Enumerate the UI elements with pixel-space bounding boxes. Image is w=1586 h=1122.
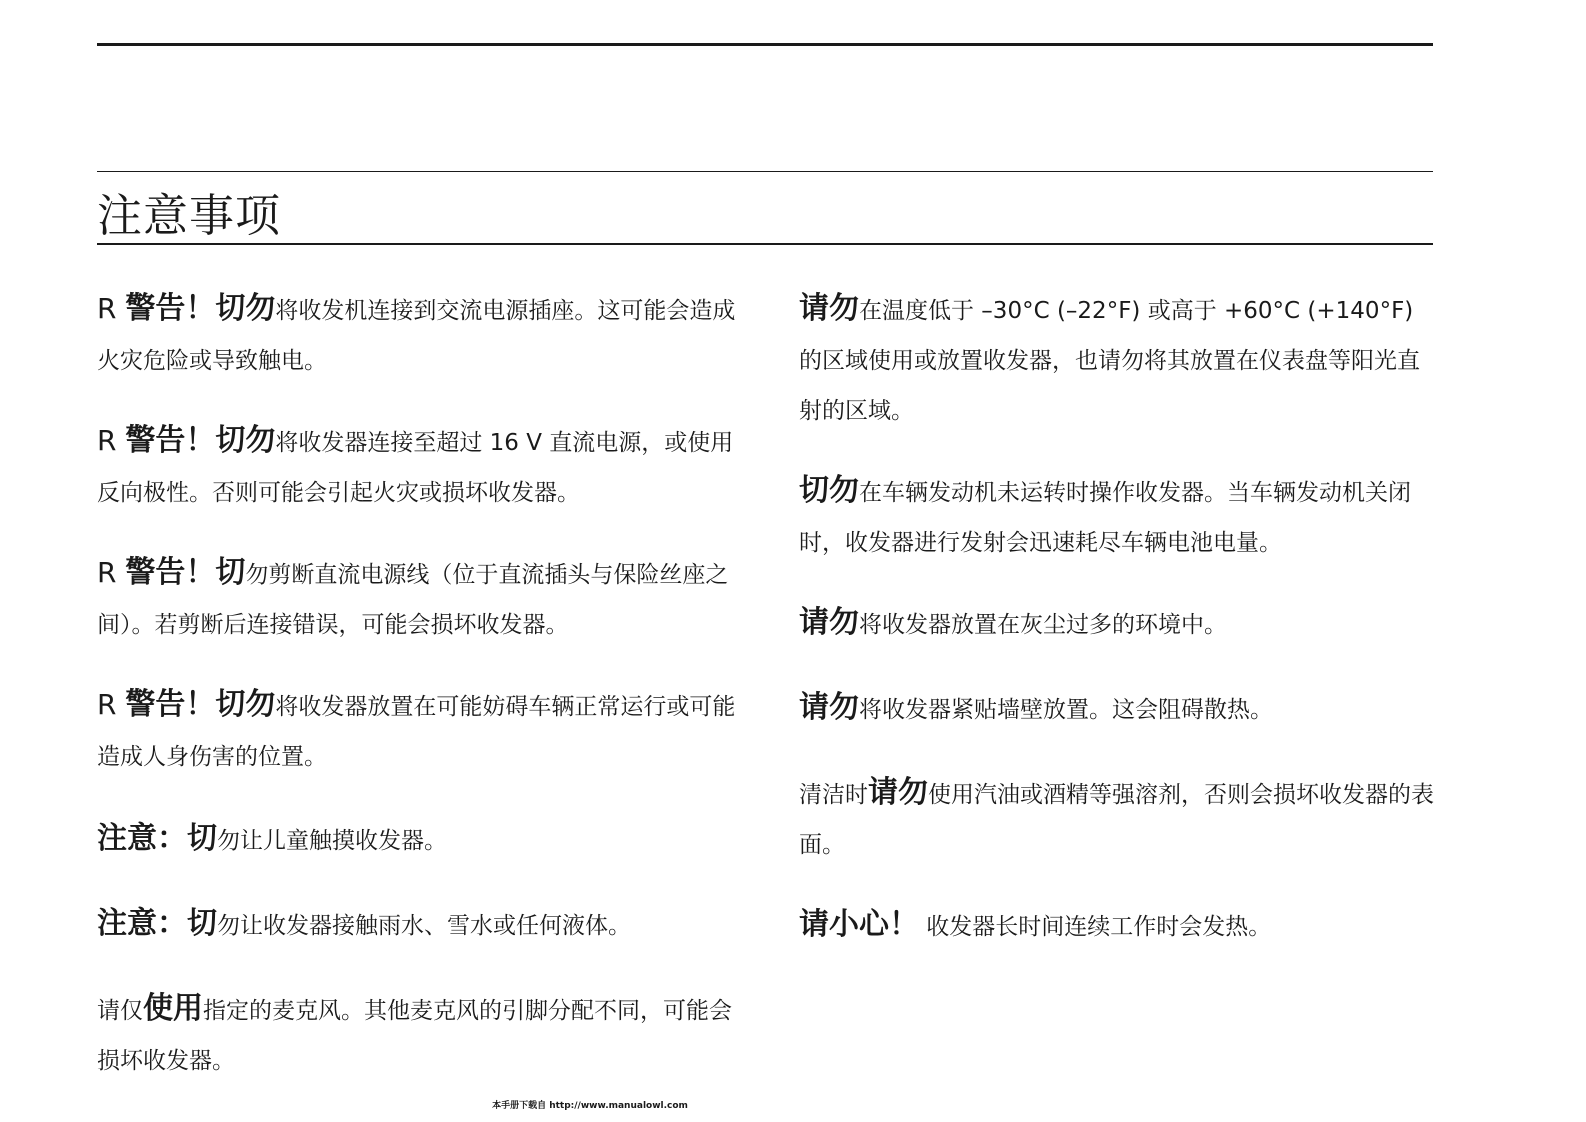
emphasis-label: 请勿 [799,291,859,326]
precaution-item: 切勿在车辆发动机未运转时操作收发器。当车辆发动机关闭时，收发器进行发射会迅速耗尽车辆电池电量。 [799,473,1411,556]
precaution-item: R 警告！切勿将收发机连接到交流电源插座。这可能会造成火灾危险或导致触电。 [97,291,736,374]
precaution-item: 请勿在温度低于 –30°C (–22°F) 或高于 +60°C (+140°F) 的区域使用或放置收发器，也请勿将其放置在仪表盘等阳光直射的区域。 [799,291,1420,424]
precaution-item: R 警告！切勿将收发器放置在可能妨碍车辆正常运行或可能造成人身伤害的位置。 [97,687,736,770]
page-title: 注意事项 [97,189,282,242]
title-underline [97,243,1433,245]
warning-label: 警告！切 [125,555,246,590]
caution-label: 请小心！ [799,907,919,942]
caution-label: 注意：切 [97,821,217,856]
precaution-item: R 警告！切勿将收发器连接至超过 16 V 直流电源，或使用反向极性。否则可能会引起火灾或损坏收发器。 [97,423,734,506]
left-column [97,284,737,1086]
precaution-item: 请仅使用指定的麦克风。其他麦克风的引脚分配不同，可能会损坏收发器。 [97,991,732,1074]
emphasis-label: 请勿 [868,775,928,810]
precaution-item: 清洁时请勿使用汽油或酒精等强溶剂，否则会损坏收发器的表面。 [799,775,1434,858]
warning-label: 警告！切勿 [125,687,276,722]
emphasis-label: 请勿 [799,605,859,640]
top-rule [97,43,1433,46]
precaution-item: 请勿将收发器放置在灰尘过多的环境中。 [799,605,1227,640]
precaution-item: 注意：切勿让收发器接触雨水、雪水或任何液体。 [97,906,631,941]
right-column [799,284,1439,952]
warning-label: 警告！切勿 [125,291,276,326]
emphasis-label: 切勿 [799,473,859,508]
emphasis-label: 请勿 [799,690,859,725]
caution-label: 注意：切 [97,906,217,941]
footer-source-url: 本手册下载自 http://www.manualowl.com [492,1101,688,1111]
warning-label: 警告！切勿 [125,423,276,458]
precaution-item: 请小心！ 收发器长时间连续工作时会发热。 [799,907,1272,942]
precaution-item: 请勿将收发器紧贴墙壁放置。这会阻碍散热。 [799,690,1273,725]
section-rule [97,171,1433,172]
emphasis-label: 使用 [143,991,203,1026]
precaution-item: 注意：切勿让儿童触摸收发器。 [97,821,447,856]
precaution-item: R 警告！切勿剪断直流电源线（位于直流插头与保险丝座之间）。若剪断后连接错误，可能会损坏收发器。 [97,555,729,638]
